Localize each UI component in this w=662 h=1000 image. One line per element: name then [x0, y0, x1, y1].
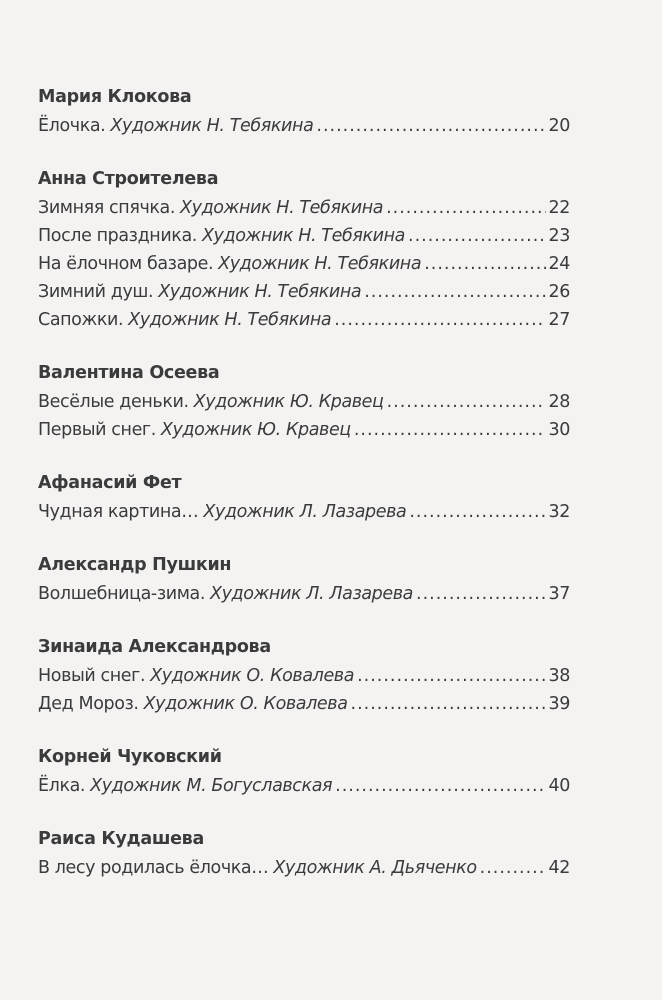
entry-artist: Художник Л. Лазарева	[210, 584, 413, 604]
entry-artist: Художник М. Богуславская	[90, 776, 333, 796]
toc-section	[38, 550, 570, 608]
entry-artist: Художник Н. Тебякина	[110, 116, 314, 136]
toc-entry	[38, 278, 570, 306]
page-number: 22	[548, 198, 570, 218]
entry-title: Чудная картина…	[38, 502, 199, 522]
dot-leader	[351, 690, 546, 718]
page-number: 28	[548, 392, 570, 412]
entry-artist: Художник Н. Тебякина	[218, 254, 422, 274]
page-number: 27	[548, 310, 570, 330]
toc-entry	[38, 222, 570, 250]
page-number: 37	[548, 584, 570, 604]
entry-title: Сапожки.	[38, 310, 124, 330]
dot-leader	[387, 388, 546, 416]
page-number: 30	[548, 420, 570, 440]
dot-leader	[334, 306, 545, 334]
page-number: 38	[548, 666, 570, 686]
toc-entry	[38, 194, 570, 222]
dot-leader	[335, 772, 545, 800]
author-name: Корней Чуковский	[38, 747, 222, 767]
entry-title: Зимняя спячка.	[38, 198, 176, 218]
author-name: Анна Строителева	[38, 169, 219, 189]
dot-leader	[480, 854, 546, 882]
entry-title: Зимний душ.	[38, 282, 154, 302]
entry-artist: Художник Н. Тебякина	[201, 226, 405, 246]
table-of-contents	[38, 82, 570, 906]
dot-leader	[316, 112, 545, 140]
page-number: 23	[548, 226, 570, 246]
toc-entry	[38, 854, 570, 882]
entry-artist: Художник Ю. Кравец	[160, 420, 351, 440]
entry-title: После праздника.	[38, 226, 197, 246]
entry-artist: Художник Н. Тебякина	[180, 198, 384, 218]
entry-artist: Художник О. Ковалева	[143, 694, 348, 714]
dot-leader	[408, 222, 546, 250]
author-name: Афанасий Фет	[38, 473, 182, 493]
dot-leader	[354, 416, 546, 444]
entry-title: На ёлочном базаре.	[38, 254, 214, 274]
entry-title: Ёлка.	[38, 776, 86, 796]
entry-title: В лесу родилась ёлочка…	[38, 858, 269, 878]
entry-title: Волшебница-зима.	[38, 584, 206, 604]
page-number: 20	[548, 116, 570, 136]
toc-entry	[38, 306, 570, 334]
toc-section	[38, 742, 570, 800]
entry-artist: Художник Л. Лазарева	[203, 502, 407, 522]
toc-entry	[38, 690, 570, 718]
author-name: Мария Клокова	[38, 87, 192, 107]
toc-section	[38, 358, 570, 444]
dot-leader	[416, 580, 546, 608]
toc-section	[38, 632, 570, 718]
author-name: Александр Пушкин	[38, 555, 232, 575]
entry-title: Ёлочка.	[38, 116, 106, 136]
toc-entry	[38, 112, 570, 140]
page-number: 42	[548, 858, 570, 878]
entry-title: Первый снег.	[38, 420, 156, 440]
dot-leader	[357, 662, 545, 690]
entry-title: Весёлые деньки.	[38, 392, 189, 412]
dot-leader	[409, 498, 545, 526]
toc-section	[38, 468, 570, 526]
entry-artist: Художник Н. Тебякина	[128, 310, 332, 330]
toc-entry	[38, 580, 570, 608]
toc-section	[38, 824, 570, 882]
toc-section	[38, 164, 570, 334]
dot-leader	[424, 250, 545, 278]
page-number: 40	[548, 776, 570, 796]
author-name: Раиса Кудашева	[38, 829, 204, 849]
toc-entry	[38, 250, 570, 278]
toc-entry	[38, 772, 570, 800]
toc-entry	[38, 388, 570, 416]
entry-artist: Художник Ю. Кравец	[193, 392, 384, 412]
entry-artist: Художник А. Дьяченко	[273, 858, 477, 878]
page-number: 24	[548, 254, 570, 274]
author-name: Зинаида Александрова	[38, 637, 271, 657]
toc-entry	[38, 498, 570, 526]
toc-entry	[38, 662, 570, 690]
dot-leader	[386, 194, 545, 222]
entry-artist: Художник Н. Тебякина	[158, 282, 362, 302]
page-number: 26	[548, 282, 570, 302]
toc-section	[38, 82, 570, 140]
entry-title: Новый снег.	[38, 666, 146, 686]
author-name: Валентина Осеева	[38, 363, 220, 383]
entry-artist: Художник О. Ковалева	[150, 666, 355, 686]
toc-entry	[38, 416, 570, 444]
dot-leader	[364, 278, 545, 306]
page-number: 39	[548, 694, 570, 714]
entry-title: Дед Мороз.	[38, 694, 139, 714]
page-number: 32	[548, 502, 570, 522]
